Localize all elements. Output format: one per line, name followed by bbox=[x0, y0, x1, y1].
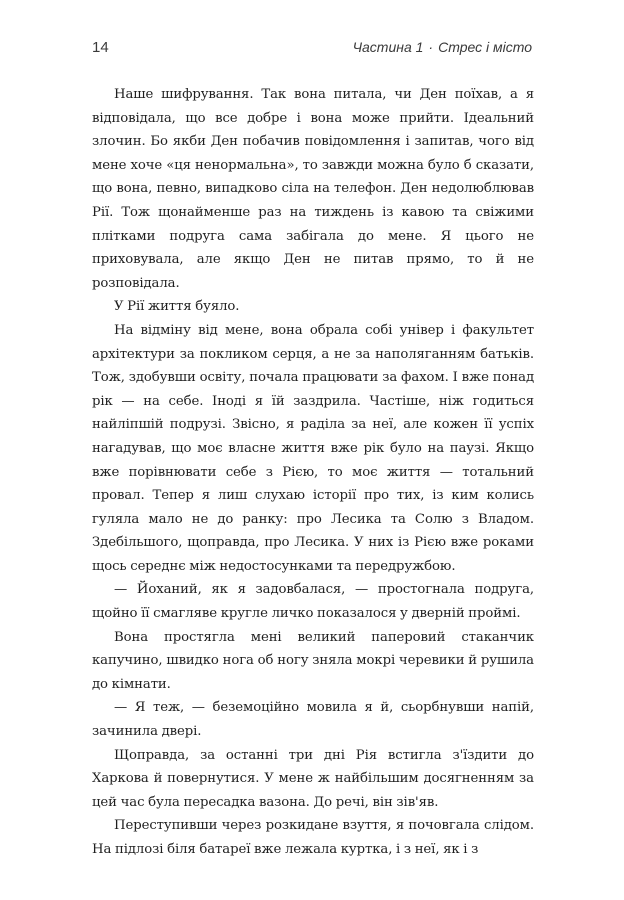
running-title-part: Частина 1 bbox=[352, 39, 424, 55]
paragraph-6: — Я теж, — беземоційно мовила я й, сьорбнувши напій, зачинила двері. bbox=[92, 700, 534, 740]
paragraph-2: У Рії життя буяло. bbox=[114, 299, 240, 315]
paragraph-1: Наше шифрування. Так вона питала, чи Ден поїхав, а я відповідала, що все добре і вона може прийти. Ідеальний злочин. Бо якби Ден побачив повідомлення і запитав, чого від мене хоче «ця ненормальна», то завжди можна було б сказати, що вона, певно, випадково сіла на телефон. Ден недолюблював Рії. Тож щонайменше раз на тиждень із кавою та свіжими плітками подруга сама забігала до мене. Я цього не приховувала, але якщо Ден не питав прямо, то й не розповідала. bbox=[92, 87, 534, 291]
page-number: 14 bbox=[92, 39, 109, 56]
paragraph-4: — Йоханий, як я задовбалася, — простогнала подруга, щойно її смагляве кругле личко показалося у дверній проймі. bbox=[92, 582, 534, 622]
running-title-separator: · bbox=[428, 39, 434, 55]
page-header bbox=[92, 39, 532, 63]
paragraph-8: Переступивши через розкидане взуття, я почовгала слідом. На підлозі біля батареї вже лежала куртка, і з неї, як і з bbox=[92, 818, 534, 857]
paragraph-5: Вона простягла мені великий паперовий стаканчик капучино, швидко нога об ногу зняла мокрі черевики й рушила до кімнати. bbox=[92, 629, 534, 692]
paragraph-3: На відміну від мене, вона обрала собі універ і факультет архітектури за покликом серця, а не за наполяганням батьків. Тож, здобувши освіту, почала працювати за фахом. І вже понад рік — на себе. Іноді я їй заздрила. Частіше, ніж годиться найліпшій подрузі. Звісно, я раділа за неї, але кожен її успіх нагадував, що моє власне життя вже рік було на паузі. Якщо вже порівнювати себе з Рією, то моє життя — тотальний провал. Тепер я лиш слухаю історії про тих, із ким колись гуляла мало не до ранку: про Лесика та Солю з Владом. Здебільшого, щоправда, про Лесика. У них із Рією вже роками щось середнє між недостосунками та передружбою. bbox=[92, 322, 534, 574]
paragraph-7: Щоправда, за останні три дні Рія встигла з'їздити до Харкова й повернутися. У мене ж найбільшим досягненням за цей час була пересадка вазона. До речі, він зів'яв. bbox=[92, 747, 534, 810]
page-body-text bbox=[92, 83, 534, 862]
running-title-chapter: Стрес і місто bbox=[438, 39, 532, 55]
running-title bbox=[353, 39, 532, 55]
